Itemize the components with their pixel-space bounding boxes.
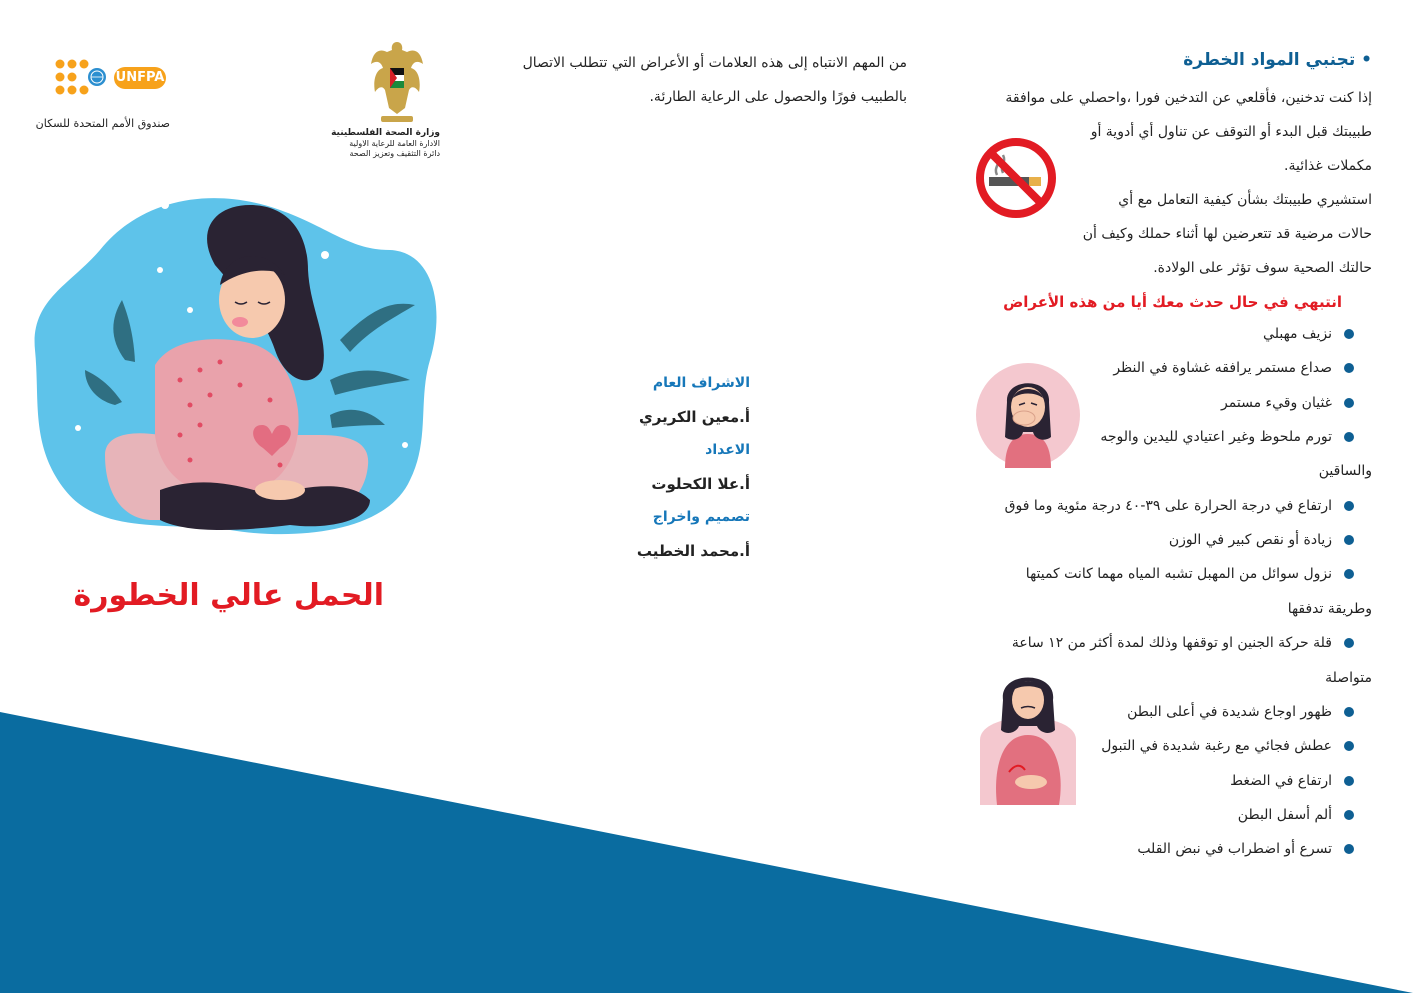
bullet-icon	[1344, 398, 1354, 408]
credit-heading-supervision: الاشراف العام	[652, 375, 750, 391]
symptom-item	[942, 532, 1354, 548]
ministry-line-1: وزارة الصحة الفلسطينية	[331, 128, 440, 138]
symptom-text: تسرع أو اضطراب في نبض القلب	[1137, 841, 1332, 858]
bullet-icon	[1344, 501, 1354, 511]
symptom-text: متواصلة	[1325, 669, 1372, 686]
bullet-icon	[1344, 810, 1354, 820]
bullet-icon	[1344, 569, 1354, 579]
symptom-item	[942, 326, 1354, 342]
unfpa-caption: صندوق الأمم المتحدة للسكان	[35, 117, 170, 130]
intro-line-1: من المهم الانتباه إلى هذه العلامات أو الأعراض التي تتطلب الاتصال	[522, 55, 907, 71]
eagle-emblem-icon	[367, 38, 427, 126]
symptom-text: غثيان وقيء مستمر	[1221, 394, 1332, 411]
symptom-text: نزيف مهبلي	[1263, 326, 1332, 342]
no-smoking-icon	[975, 137, 1057, 219]
symptom-text: ارتفاع في الضغط	[1230, 772, 1332, 789]
symptom-text: وطريقة تدفقها	[1287, 600, 1372, 617]
unfpa-badge	[114, 67, 166, 89]
symptom-item	[942, 635, 1354, 651]
symptom-text: ارتفاع في درجة الحرارة على ٣٩-٤٠ درجة مئوية وما فوق	[1004, 497, 1332, 514]
symptom-item	[942, 807, 1354, 823]
ministry-line-3: دائرة التثقيف وتعزيز الصحة	[349, 149, 440, 158]
credit-heading-preparation: الاعداد	[705, 442, 750, 458]
intro-line-2: بالطبيب فورًا والحصول على الرعاية الطارئة.	[649, 89, 907, 105]
symptom-text: ظهور اوجاع شديدة في أعلى البطن	[1127, 703, 1332, 720]
ministry-logo	[331, 38, 445, 163]
hazards-line-4: استشيري طبيبتك بشأن كيفية التعامل مع أي	[1118, 192, 1372, 208]
credit-heading-design: تصميم واخراج	[652, 509, 750, 525]
bullet-icon	[1344, 363, 1354, 373]
unfpa-wordmark: UNFPA	[115, 70, 165, 85]
credit-name-supervision: أ.معين الكريري	[639, 408, 750, 426]
cover-title: الحمل عالي الخطورة	[73, 578, 384, 613]
bullet-icon	[1344, 776, 1354, 786]
credits-block	[600, 370, 750, 571]
bullet-icon	[1344, 741, 1354, 751]
bullet-icon	[1344, 535, 1354, 545]
hazards-line-1: إذا كنت تدخنين، فأقلعي عن التدخين فورا ،واحصلي على موافقة	[1005, 90, 1372, 106]
intro-paragraph	[480, 46, 907, 114]
symptom-text: والساقين	[1318, 463, 1372, 480]
bullet-icon	[1344, 638, 1354, 648]
symptom-text: عطش فجائي مع رغبة شديدة في التبول	[1101, 738, 1332, 755]
symptom-item	[942, 841, 1354, 857]
credit-name-design: أ.محمد الخطيب	[636, 542, 750, 560]
hazards-line-3: مكملات غذائية.	[1284, 158, 1372, 174]
ministry-caption	[331, 128, 440, 159]
symptom-text: صداع مستمر يرافقه غشاوة في النظر	[1113, 360, 1332, 377]
symptom-item	[942, 498, 1354, 514]
hazards-line-2: طبيبتك قبل البدء أو التوقف عن تناول أي أدوية أو	[1090, 124, 1372, 140]
credit-name-preparation: أ.علا الكحلوت	[651, 475, 750, 493]
bullet-icon	[1344, 329, 1354, 339]
nauseous-woman-icon	[975, 362, 1081, 468]
symptom-text: تورم ملحوظ وغير اعتيادي لليدين والوجه	[1100, 429, 1332, 446]
symptoms-title: انتبهي في حال حدث معك أيا من هذه الأعراض	[1003, 293, 1342, 311]
bullet-icon	[1344, 844, 1354, 854]
pregnant-woman-illustration	[30, 190, 442, 550]
symptom-text: نزول سوائل من المهبل تشبه المياه مهما كانت كميتها	[1025, 566, 1332, 583]
symptom-text: قلة حركة الجنين او توقفها وذلك لمدة أكثر من ١٢ ساعة	[1011, 635, 1332, 652]
symptom-item	[960, 601, 1372, 617]
abdominal-pain-woman-icon	[975, 660, 1081, 805]
symptom-item	[942, 566, 1354, 582]
ministry-line-2: الادارة العامة للرعاية الاولية	[349, 139, 440, 148]
hazards-line-5: حالات مرضية قد تتعرضين لها أثناء حملك وكيف أن	[1082, 226, 1372, 242]
symptom-text: زيادة أو نقص كبير في الوزن	[1168, 532, 1332, 549]
bullet-icon	[1344, 432, 1354, 442]
symptom-text: ألم أسفل البطن	[1237, 806, 1332, 823]
unfpa-logo	[35, 58, 175, 138]
hazards-title: • تجنبي المواد الخطرة	[1183, 50, 1372, 70]
bullet-icon	[1344, 707, 1354, 717]
hazards-line-6: حالتك الصحية سوف تؤثر على الولادة.	[1153, 260, 1372, 276]
